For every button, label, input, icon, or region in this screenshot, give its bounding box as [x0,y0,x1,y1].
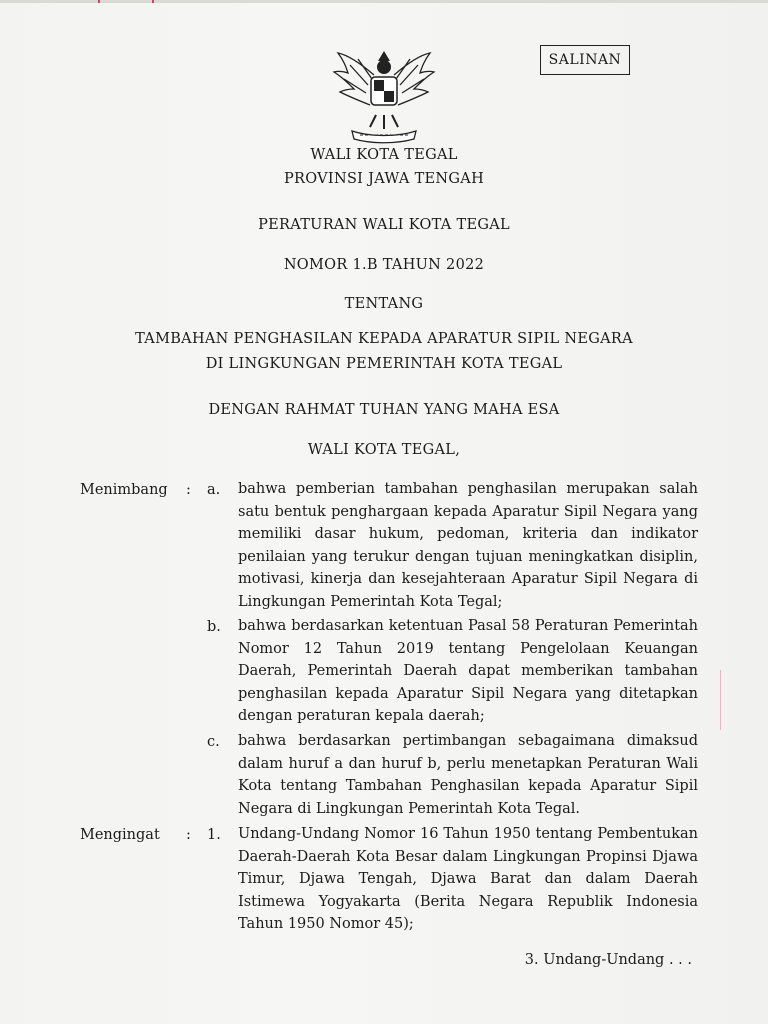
recalling-colon: : [186,827,191,843]
subject-line-2: DI LINGKUNGAN PEMERINTAH KOTA TEGAL [205,356,563,372]
subject-line-1: TAMBAHAN PENGHASILAN KEPADA APARATUR SIPIL NEGARA [135,331,633,347]
item-marker: 1. [207,827,221,843]
regulation-number: NOMOR 1.B TAHUN 2022 [283,257,485,273]
item-marker: a. [207,482,221,498]
considering-item-c: bahwa berdasarkan pertimbangan sebagaimana dimaksud dalam huruf a dan huruf b, perlu menetapkan Peraturan Wali Kota tentang Tambahan Penghasilan kepada Aparatur Sipil Negara di Lingkungan Pemerintah Kota Tegal. [238,733,698,817]
scan-edge [0,0,768,3]
regulation-title: PERATURAN WALI KOTA TEGAL [258,217,510,233]
considering-item-b: bahwa berdasarkan ketentuan Pasal 58 Peraturan Pemerintah Nomor 12 Tahun 2019 tentang Pengelolaan Keuangan Daerah, Pemerintah Daerah dapat memberikan tambahan penghasilan kepada Aparatur Sipil Negara yang ditetapkan dengan peraturan kepala daerah; [238,618,698,725]
recalling-label: Mengingat [80,827,160,843]
continuation-note: 3. Undang-Undang . . . [524,952,692,968]
considering-colon: : [186,482,191,498]
item-marker: c. [207,734,220,750]
blessing-line: DENGAN RAHMAT TUHAN YANG MAHA ESA [208,402,560,418]
city-title: WALI KOTA TEGAL [310,147,458,163]
considering-label: Menimbang [80,482,168,498]
scan-mark [152,0,154,3]
authority-line: WALI KOTA TEGAL, [307,442,461,458]
item-marker: b. [207,619,221,635]
salinan-stamp: SALINAN [540,45,630,75]
recalling-item-1: Undang-Undang Nomor 16 Tahun 1950 tentang Pembentukan Daerah-Daerah Kota Besar dalam Lingkungan Propinsi Djawa Timur, Djawa Tengah, Djawa Barat dan dalam Daerah Istimewa Yogyakarta (Berita Negara Republik Indonesia Tahun 1950 Nomor 45); [238,826,698,933]
scan-mark [98,0,100,3]
considering-item-a: bahwa pemberian tambahan penghasilan merupakan salah satu bentuk penghargaan kepada Aparatur Sipil Negara yang memiliki dasar hukum, pedoman, kriteria dan indikator penilaian yang terukur dengan tujuan meningkatkan disiplin, motivasi, kinerja dan kesejahteraan Aparatur Sipil Negara di Lingkungan Pemerintah Kota Tegal; [238,481,698,610]
scan-artifact [720,670,721,730]
about-heading: TENTANG [344,296,424,312]
province-title: PROVINSI JAWA TENGAH [283,171,485,187]
garuda-emblem-icon [330,45,438,145]
